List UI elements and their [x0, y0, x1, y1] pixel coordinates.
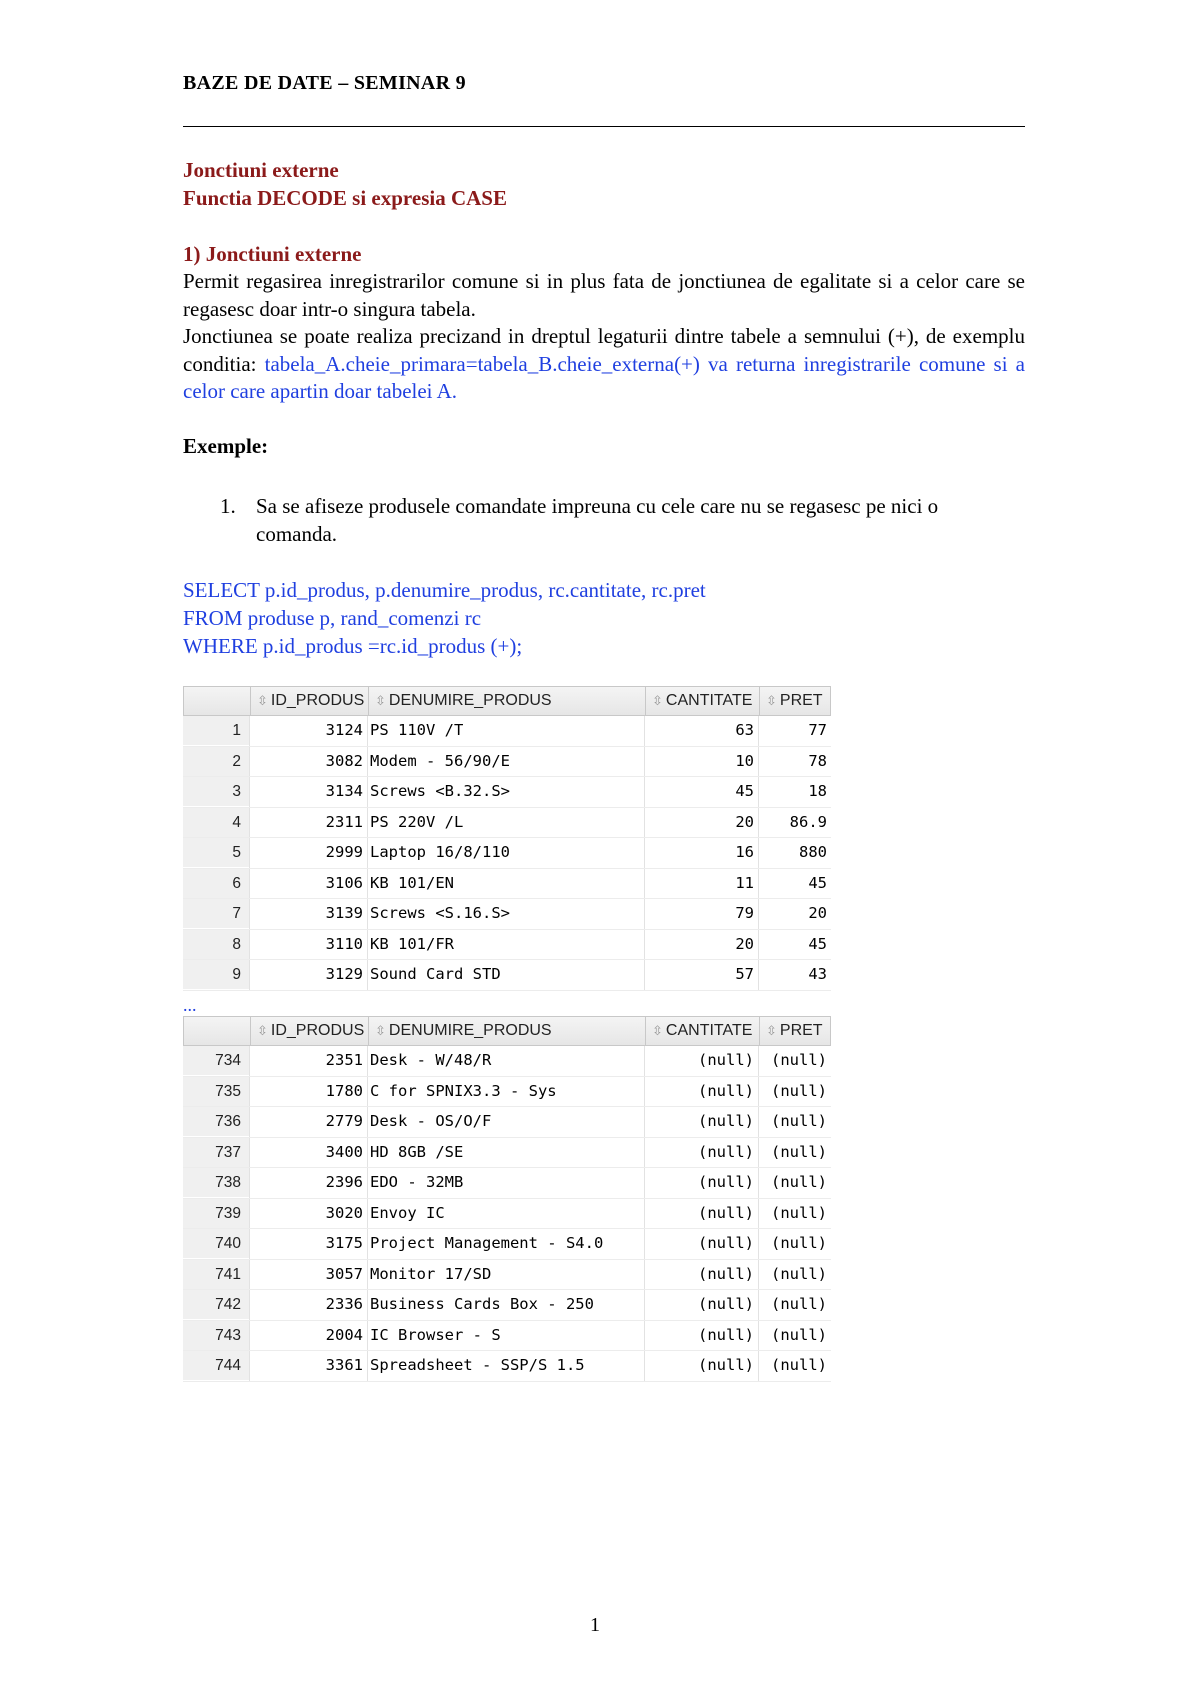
table-row[interactable] — [183, 960, 831, 991]
sort-icon[interactable]: ⇳ — [652, 1023, 663, 1038]
cell-denumire-produs[interactable]: Modem - 56/90/E — [370, 751, 510, 770]
table-row[interactable] — [183, 1229, 831, 1260]
row-number: 7 — [183, 899, 249, 928]
table-row[interactable] — [183, 716, 831, 747]
cell-id-produs[interactable]: 2004 — [325, 1325, 363, 1344]
cell-pret[interactable]: (null) — [771, 1112, 827, 1130]
cell-denumire-produs[interactable]: Screws <S.16.S> — [370, 904, 510, 922]
join-paragraph-text: Jonctiunea se poate realiza precizand in dreptul legaturii dintre tabele a semnului (+), de exemplu conditia: — [183, 324, 1025, 376]
row-number: 6 — [183, 869, 249, 898]
cell-pret[interactable]: 86.9 — [789, 812, 827, 831]
column-header-label: PRET — [779, 1022, 823, 1039]
cell-cantitate[interactable]: 10 — [735, 751, 754, 770]
sort-icon[interactable]: ⇳ — [766, 693, 777, 708]
row-number: 744 — [183, 1351, 249, 1380]
table-row[interactable] — [183, 777, 831, 808]
cell-pret[interactable]: (null) — [771, 1173, 827, 1191]
column-header-id-produs[interactable] — [250, 1017, 368, 1045]
cell-pret[interactable]: 77 — [808, 721, 827, 739]
column-header-cantitate[interactable] — [645, 687, 759, 715]
cell-pret[interactable]: 43 — [808, 965, 827, 983]
cell-id-produs[interactable]: 2311 — [325, 812, 363, 831]
cell-denumire-produs[interactable]: IC Browser - S — [370, 1325, 501, 1344]
cell-cantitate[interactable]: (null) — [698, 1173, 754, 1191]
cell-cantitate[interactable]: 20 — [735, 812, 754, 831]
example-item-text: Sa se afiseze produsele comandate impreuna cu cele care nu se regasesc pe nici o comanda. — [256, 494, 939, 546]
cell-pret[interactable]: (null) — [771, 1325, 827, 1344]
sort-icon[interactable]: ⇳ — [375, 1023, 386, 1038]
column-header-pret[interactable] — [759, 687, 832, 715]
row-number: 741 — [183, 1260, 249, 1289]
topic-outer-joins: Jonctiuni externe — [183, 158, 339, 182]
row-number: 738 — [183, 1168, 249, 1197]
cell-pret[interactable]: 78 — [808, 751, 827, 770]
column-header-label: DENUMIRE_PRODUS — [388, 692, 552, 709]
cell-pret[interactable]: 45 — [808, 934, 827, 953]
row-number: 2 — [183, 747, 249, 776]
cell-cantitate[interactable]: (null) — [698, 1234, 754, 1252]
row-number: 9 — [183, 960, 249, 989]
cell-pret[interactable]: 880 — [799, 843, 827, 861]
sort-icon[interactable]: ⇳ — [257, 693, 268, 708]
cell-denumire-produs[interactable]: PS 220V /L — [370, 812, 464, 831]
cell-cantitate[interactable]: (null) — [698, 1112, 754, 1130]
cell-denumire-produs[interactable]: KB 101/EN — [370, 873, 454, 892]
sql-line-select: SELECT p.id_produs, p.denumire_produs, rc.cantitate, rc.pret — [183, 578, 706, 602]
cell-cantitate[interactable]: 57 — [735, 965, 754, 983]
column-header-pret[interactable] — [759, 1017, 832, 1045]
row-number: 737 — [183, 1138, 249, 1167]
table-row[interactable] — [183, 1046, 831, 1077]
cell-denumire-produs[interactable]: Laptop 16/8/110 — [370, 843, 510, 861]
table-row[interactable] — [183, 747, 831, 778]
cell-denumire-produs[interactable]: Business Cards Box - 250 — [370, 1295, 594, 1313]
table-row[interactable] — [183, 1077, 831, 1108]
cell-id-produs[interactable]: 3106 — [325, 873, 363, 892]
table-row[interactable] — [183, 1351, 831, 1382]
cell-cantitate[interactable]: (null) — [698, 1051, 754, 1069]
cell-id-produs[interactable]: 2336 — [325, 1295, 363, 1313]
cell-cantitate[interactable]: (null) — [698, 1325, 754, 1344]
header-divider — [183, 126, 1025, 127]
cell-id-produs[interactable]: 3134 — [325, 782, 363, 800]
row-number: 736 — [183, 1107, 249, 1136]
cell-denumire-produs[interactable]: KB 101/FR — [370, 934, 454, 953]
cell-id-produs[interactable]: 3361 — [325, 1356, 363, 1374]
row-number: 739 — [183, 1199, 249, 1228]
row-number: 4 — [183, 808, 249, 837]
sql-query — [183, 576, 706, 660]
table-row[interactable] — [183, 1290, 831, 1321]
cell-denumire-produs[interactable]: PS 110V /T — [370, 721, 464, 739]
cell-cantitate[interactable]: (null) — [698, 1356, 754, 1374]
examples-heading: Exemple: — [183, 434, 269, 458]
table-row[interactable] — [183, 899, 831, 930]
cell-id-produs[interactable]: 3082 — [325, 751, 363, 770]
cell-denumire-produs[interactable]: Envoy IC — [370, 1203, 445, 1222]
row-number: 8 — [183, 930, 249, 959]
table-row[interactable] — [183, 838, 831, 869]
cell-denumire-produs[interactable]: Sound Card STD — [370, 965, 501, 983]
cell-pret[interactable]: (null) — [771, 1081, 827, 1100]
table-row[interactable] — [183, 1199, 831, 1230]
cell-cantitate[interactable]: (null) — [698, 1203, 754, 1222]
cell-cantitate[interactable]: (null) — [698, 1081, 754, 1100]
cell-denumire-produs[interactable]: Spreadsheet - SSP/S 1.5 — [370, 1356, 585, 1374]
results-grid-bottom — [183, 1016, 831, 1382]
sort-icon[interactable]: ⇳ — [766, 1023, 777, 1038]
join-paragraph — [183, 323, 1025, 406]
cell-denumire-produs[interactable]: Monitor 17/SD — [370, 1264, 492, 1283]
column-header-denumire-produs[interactable] — [368, 1017, 645, 1045]
cell-id-produs[interactable]: 3129 — [325, 965, 363, 983]
cell-denumire-produs[interactable]: EDO - 32MB — [370, 1173, 464, 1191]
sort-icon[interactable]: ⇳ — [652, 693, 663, 708]
cell-id-produs[interactable]: 2779 — [325, 1112, 363, 1130]
cell-pret[interactable]: 20 — [808, 904, 827, 922]
row-number: 742 — [183, 1290, 249, 1319]
column-header-label: CANTITATE — [665, 692, 753, 709]
cell-pret[interactable]: (null) — [771, 1234, 827, 1252]
row-number: 743 — [183, 1321, 249, 1350]
cell-id-produs[interactable]: 3020 — [325, 1203, 363, 1222]
column-header-label: CANTITATE — [665, 1022, 753, 1039]
table-row[interactable] — [183, 1260, 831, 1291]
column-header-denumire-produs[interactable] — [368, 687, 645, 715]
sql-line-from: FROM produse p, rand_comenzi rc — [183, 606, 482, 630]
header-title: BAZE DE DATE – SEMINAR 9 — [183, 72, 466, 94]
cell-pret[interactable]: (null) — [771, 1264, 827, 1283]
column-header-label: ID_PRODUS — [270, 1022, 365, 1039]
cell-cantitate[interactable]: 45 — [735, 782, 754, 800]
cell-cantitate[interactable]: (null) — [698, 1142, 754, 1161]
section-title: 1) Jonctiuni externe — [183, 242, 362, 266]
cell-pret[interactable]: (null) — [771, 1295, 827, 1313]
page-number: 1 — [590, 1614, 600, 1636]
intro-paragraph: Permit regasirea inregistrarilor comune si in plus fata de jonctiunea de egalitate si a celor care se regasesc doar intr-o singura tabela. — [183, 269, 1025, 321]
cell-cantitate[interactable]: 16 — [735, 843, 754, 861]
table-row[interactable] — [183, 1321, 831, 1352]
cell-pret[interactable]: (null) — [771, 1356, 827, 1374]
table-row[interactable] — [183, 869, 831, 900]
column-header-id-produs[interactable] — [250, 687, 368, 715]
cell-denumire-produs[interactable]: C for SPNIX3.3 - Sys — [370, 1081, 557, 1100]
results-grid-top — [183, 686, 831, 991]
cell-id-produs[interactable]: 3400 — [325, 1142, 363, 1161]
column-header-label: PRET — [779, 692, 823, 709]
row-number: 734 — [183, 1046, 249, 1075]
cell-id-produs[interactable]: 3110 — [325, 934, 363, 953]
grid-header — [183, 1016, 831, 1046]
cell-pret[interactable]: (null) — [771, 1142, 827, 1161]
row-number: 5 — [183, 838, 249, 867]
column-header-cantitate[interactable] — [645, 1017, 759, 1045]
column-header-label: ID_PRODUS — [270, 692, 365, 709]
table-row[interactable] — [183, 1168, 831, 1199]
sort-icon[interactable]: ⇳ — [375, 693, 386, 708]
table-row[interactable] — [183, 808, 831, 839]
table-row[interactable] — [183, 1107, 831, 1138]
cell-denumire-produs[interactable]: HD 8GB /SE — [370, 1142, 464, 1161]
cell-cantitate[interactable]: (null) — [698, 1264, 754, 1283]
table-row[interactable] — [183, 930, 831, 961]
cell-cantitate[interactable]: 20 — [735, 934, 754, 953]
cell-id-produs[interactable]: 1780 — [325, 1081, 363, 1100]
cell-denumire-produs[interactable]: Screws <B.32.S> — [370, 782, 510, 800]
cell-denumire-produs[interactable]: Desk - OS/O/F — [370, 1112, 492, 1130]
row-number: 735 — [183, 1077, 249, 1106]
cell-denumire-produs[interactable]: Desk - W/48/R — [370, 1051, 492, 1069]
row-number: 3 — [183, 777, 249, 806]
row-number: 1 — [183, 716, 249, 745]
cell-denumire-produs[interactable]: Project Management - S4.0 — [370, 1234, 604, 1252]
row-number: 740 — [183, 1229, 249, 1258]
table-row[interactable] — [183, 1138, 831, 1169]
cell-id-produs[interactable]: 3139 — [325, 904, 363, 922]
cell-cantitate[interactable]: (null) — [698, 1295, 754, 1313]
example-item-number: 1. — [220, 494, 236, 518]
cell-pret[interactable]: 18 — [808, 782, 827, 800]
cell-pret[interactable]: 45 — [808, 873, 827, 892]
ellipsis: ... — [183, 995, 197, 1015]
cell-cantitate[interactable]: 63 — [735, 721, 754, 739]
cell-id-produs[interactable]: 3124 — [325, 721, 363, 739]
column-header-label: DENUMIRE_PRODUS — [388, 1022, 552, 1039]
sql-line-where: WHERE p.id_produs =rc.id_produs (+); — [183, 634, 523, 658]
cell-id-produs[interactable]: 2999 — [325, 843, 363, 861]
cell-cantitate[interactable]: 11 — [735, 873, 754, 892]
cell-id-produs[interactable]: 3175 — [325, 1234, 363, 1252]
topics-list — [183, 156, 507, 212]
topic-decode-case: Functia DECODE si expresia CASE — [183, 186, 507, 210]
cell-cantitate[interactable]: 79 — [735, 904, 754, 922]
cell-id-produs[interactable]: 2396 — [325, 1173, 363, 1191]
cell-pret[interactable]: (null) — [771, 1203, 827, 1222]
join-condition-text: tabela_A.cheie_primara=tabela_B.cheie_externa(+) va returna inregistrarile comune si a celor care apartin doar tabelei A. — [183, 351, 1025, 403]
sort-icon[interactable]: ⇳ — [257, 1023, 268, 1038]
grid-header — [183, 686, 831, 716]
cell-pret[interactable]: (null) — [771, 1051, 827, 1069]
cell-id-produs[interactable]: 2351 — [325, 1051, 363, 1069]
cell-id-produs[interactable]: 3057 — [325, 1264, 363, 1283]
